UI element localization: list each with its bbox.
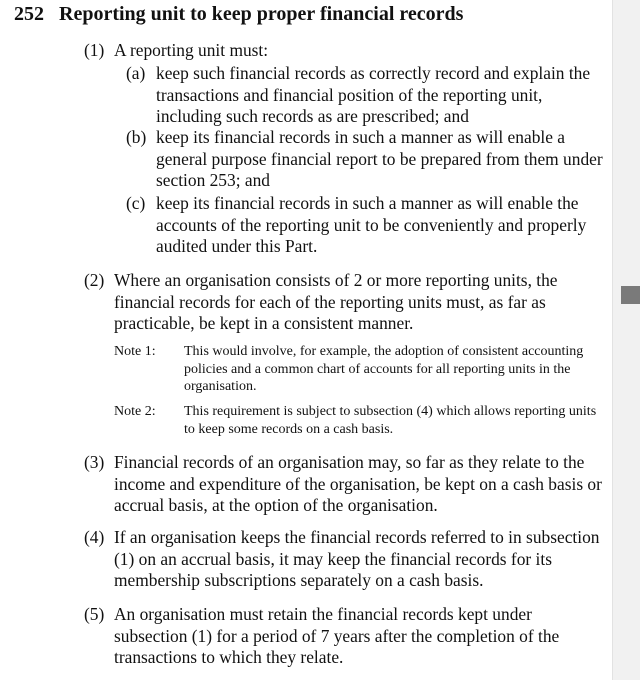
subsection-2-marker: (2): [84, 270, 105, 290]
paragraph-1a: [126, 63, 606, 128]
subsection-3-text: Financial records of an organisation may, so far as they relate to the income and expenditure of the organisation, be kept on a cash basis or accrual basis, at the option of the organisation.: [114, 452, 602, 516]
subsection-4-marker: (4): [84, 527, 105, 547]
subsection-3-marker: (3): [84, 452, 105, 472]
paragraph-1b-text: keep its financial records in such a manner as will enable a general purpose financial report to be prepared from them under section 253; and: [156, 127, 603, 191]
subsection-1: [84, 40, 604, 62]
paragraph-1c: [126, 193, 606, 258]
section-number: 252: [14, 3, 44, 25]
section-title: Reporting unit to keep proper financial records: [59, 3, 464, 25]
subsection-4-text: If an organisation keeps the financial records referred to in subsection (1) on an accrual basis, it may keep the financial records for its membership subscriptions separately on a cash basis.: [114, 527, 600, 591]
note-2-text: This requirement is subject to subsection (4) which allows reporting units to keep some records on a cash basis.: [184, 404, 597, 437]
note-2-label: Note 2:: [114, 404, 156, 419]
subsection-5-text: An organisation must retain the financial records kept under subsection (1) for a period of 7 years after the completion of the transactions to which they relate.: [114, 604, 560, 668]
paragraph-1c-marker: (c): [126, 193, 146, 213]
subsection-1-text: A reporting unit must:: [114, 40, 269, 60]
subsection-1-marker: (1): [84, 40, 105, 60]
subsection-4: [84, 527, 604, 592]
note-1-label: Note 1:: [114, 344, 156, 359]
section-heading: [14, 2, 463, 26]
paragraph-1a-text: keep such financial records as correctly record and explain the transactions and financial position of the reporting unit, including such records as are prescribed; and: [156, 63, 591, 127]
vertical-scrollbar[interactable]: [612, 0, 640, 680]
subsection-3: [84, 452, 604, 517]
paragraph-1b: [126, 127, 606, 192]
paragraph-1a-marker: (a): [126, 63, 146, 83]
subsection-5: [84, 604, 604, 669]
note-1: [114, 343, 604, 396]
note-1-text: This would involve, for example, the adoption of consistent accounting policies and a common chart of accounts for all reporting units in the organisation.: [184, 344, 584, 394]
subsection-2: [84, 270, 604, 335]
note-2: [114, 403, 604, 438]
scrollbar-thumb[interactable]: [621, 286, 640, 304]
paragraph-1b-marker: (b): [126, 127, 147, 147]
subsection-2-text: Where an organisation consists of 2 or more reporting units, the financial records for each of the reporting units must, as far as practicable, be kept in a consistent manner.: [114, 270, 558, 334]
paragraph-1c-text: keep its financial records in such a manner as will enable the accounts of the reporting unit to be conveniently and properly audited under this Part.: [156, 193, 587, 257]
subsection-5-marker: (5): [84, 604, 105, 624]
